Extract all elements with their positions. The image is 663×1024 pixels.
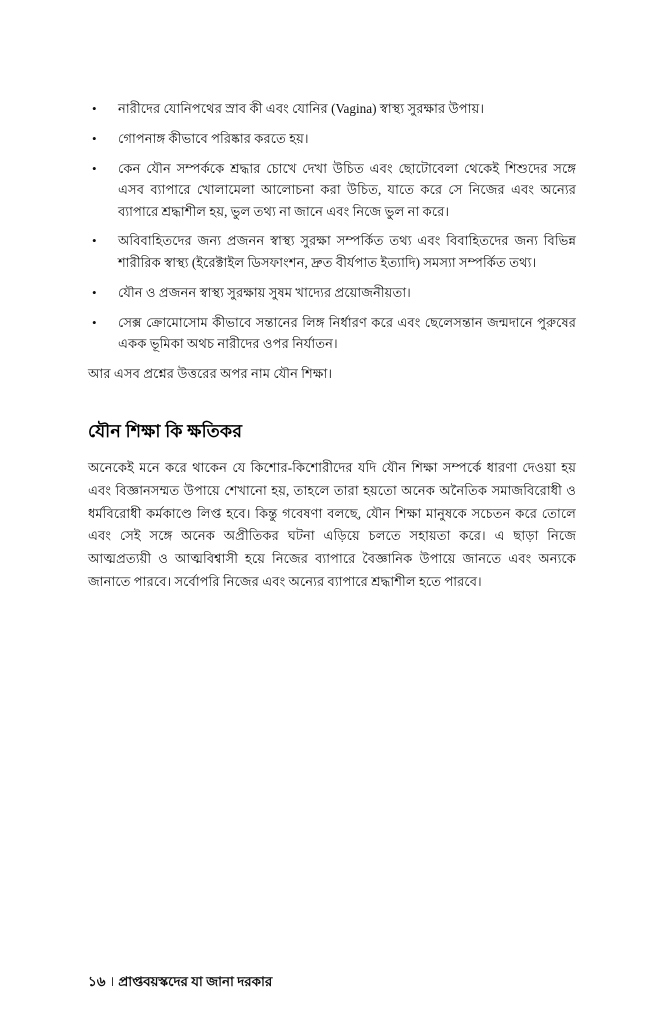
- list-item-text: অবিবাহিতদের জন্য প্রজনন স্বাস্থ্য সুরক্ষা সম্পর্কিত তথ্য এবং বিবাহিতদের জন্য বিভিন্ন শারীরিক স্বাস্থ্য (ইরেক্টাইল ডিসফাংশন, দ্রুত বীর্যপাত ইত্যাদি) সমস্যা সম্পর্কিত তথ্য।: [118, 233, 576, 270]
- section-heading: যৌন শিক্ষা কি ক্ষতিকর: [88, 420, 243, 441]
- body-paragraph: অনেকেই মনে করে থাকেন যে কিশোর-কিশোরীদের যদি যৌন শিক্ষা সম্পর্কে ধারণা দেওয়া হয় এবং বিজ্ঞানসম্মত উপায়ে শেখানো হয়, তাহলে তারা হয়তো অনেক অনৈতিক সমাজবিরোধী ও ধর্মবিরোধী কর্মকাণ্ডে লিপ্ত হবে। কিন্তু গবেষণা বলছে, যৌন শিক্ষা মানুষকে সচেতন করে তোলে এবং সেই সঙ্গে অনেক অপ্রীতিকর ঘটনা এড়িয়ে চলতে সহায়তা করে। এ ছাড়া নিজে আত্মপ্রত্যয়ী ও আত্মবিশ্বাসী হয়ে নিজের ব্যাপারে বৈজ্ঞানিক উপায়ে জানতে এবং অন্যকে জানাতে পারবে। সর্বোপরি নিজের এবং অন্যের ব্যাপারে শ্রদ্ধাশীল হতে পারবে।: [88, 460, 576, 589]
- bullet-list: [88, 98, 576, 354]
- list-item: [88, 230, 576, 273]
- bullet-marker-icon: •: [92, 233, 97, 249]
- page-content: [88, 98, 576, 593]
- list-item: [88, 312, 576, 355]
- footer-book-title: প্রাপ্তবয়স্কদের যা জানা দরকার: [118, 974, 273, 990]
- bullet-marker-icon: •: [92, 101, 97, 116]
- list-item: [88, 128, 576, 149]
- list-item: [88, 158, 576, 222]
- bullet-marker-icon: •: [92, 130, 97, 146]
- bullet-marker-icon: •: [92, 314, 97, 330]
- list-item-text: কেন যৌন সম্পর্ককে শ্রদ্ধার চোখে দেখা উচিত এবং ছোটোবেলা থেকেই শিশুদের সঙ্গে এসব ব্যাপারে খোলামেলা আলোচনা করা উচিত, যাতে করে সে নিজের এবং অন্যের ব্যাপারে শ্রদ্ধাশীল হয়, ভুল তথ্য না জানে এবং নিজে ভুল না করে।: [118, 160, 576, 219]
- closing-line: আর এসব প্রশ্নের উত্তরের অপর নাম যৌন শিক্ষা।: [88, 366, 333, 382]
- bullet-marker-icon: •: [92, 160, 97, 176]
- list-item-text: যৌন ও প্রজনন স্বাস্থ্য সুরক্ষায় সুষম খাদ্যের প্রয়োজনীয়তা।: [118, 284, 411, 300]
- list-item-text: নারীদের যোনিপথের স্রাব কী এবং যোনির (Vagina) স্বাস্থ্য সুরক্ষার উপায়।: [118, 101, 485, 116]
- list-item-text: সেক্স ক্রোমোসোম কীভাবে সন্তানের লিঙ্গ নির্ধারণ করে এবং ছেলেসন্তান জন্মদানে পুরুষের একক ভূমিকা অথচ নারীদের ওপর নির্যাতন।: [118, 314, 576, 351]
- bullet-marker-icon: •: [92, 284, 97, 300]
- footer-page-number: ১৬: [88, 974, 106, 990]
- page-footer: [88, 973, 578, 992]
- list-item-text: গোপনাঙ্গ কীভাবে পরিষ্কার করতে হয়।: [118, 130, 309, 146]
- list-item: [88, 282, 576, 303]
- list-item: [88, 98, 576, 119]
- footer-separator: ।: [109, 974, 115, 990]
